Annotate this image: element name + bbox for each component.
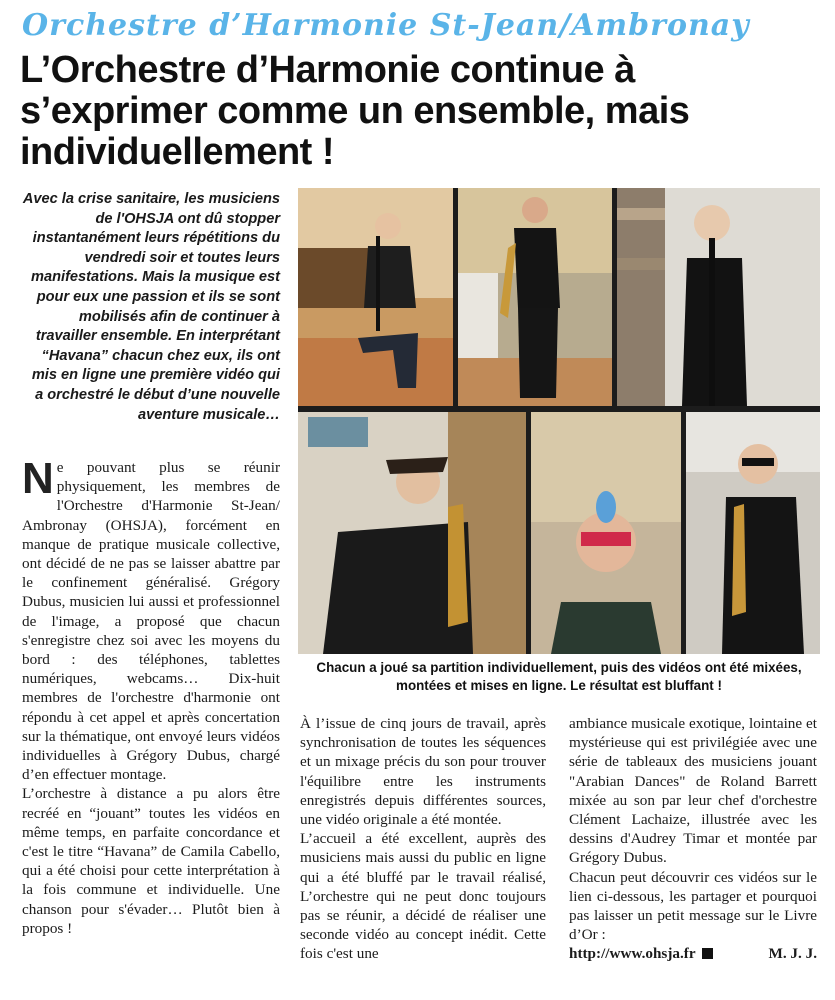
intro-text: Avec la crise sanitaire, les musiciens de l'OHSJA ont dû stopper instantanément leurs répétitions du vendredi soir et toutes leurs manifestations. Mais la musique est pour eux une passion et ils se sont mobilisés afin de continuer à travailler ensemble. En interprétant “Havana” chacun chez eux, ils ont mis en ligne une première vidéo qui a orchestré le début d’une nouvelle aventure musicale… xyxy=(22,191,280,423)
paragraph-1: Ne pouvant plus se réunir physiquement, les membres de l'Orchestre d'Harmonie St-Jean/ Ambronay (OHSJA), forcément en manque de pratique musicale collective, ont décidé de ne pas se laisser abattre par le confinement généralisé. Grégory Dubus, musicien lui aussi et professionnel de l'image, a proposé que chacun s'enregistre chez soi avec les moyens du bord : des téléphones, tablettes numériques, webcams… Dix-huit membres de l'orchestre d'harmonie ont répondu à cet appel et après concertation sur la thématique, ont envoyé leurs vidéos individuelles à Grégory Dubus, chargé d’en effectuer montage. xyxy=(22,454,280,784)
headline: L’Orchestre d’Harmonie continue à s’exprimer comme un ensemble, mais individuellement ! xyxy=(20,49,690,173)
paragraph-4: L’accueil a été excellent, auprès des musiciens mais aussi du public en ligne qui a été bluffé par le travail réalisé, L’orchestre qui ne peut donc toujours pas se réunir, a décidé de réaliser une seconde vidéo au concept inédit. Cette fois c'est une xyxy=(300,830,546,963)
end-mark xyxy=(702,948,713,959)
photo-sax-young-man xyxy=(298,412,526,654)
body-column-2 xyxy=(300,714,546,964)
paragraph-6: Chacun peut découvrir ces vidéos sur le lien ci-dessous, les partager et pourquoi pas laisser un petit message sur le Livre d’Or : xyxy=(569,868,817,944)
intro-lede xyxy=(22,190,280,425)
body-column-3 xyxy=(569,714,817,964)
signature-line xyxy=(569,944,817,963)
photo-clarinet-boy xyxy=(617,188,820,406)
photo-woman-headphones xyxy=(531,412,681,654)
caption-text: Chacun a joué sa partition individuellement, puis des vidéos ont été mixées, montées et mises en ligne. Le résultat est bluffant ! xyxy=(316,660,802,693)
photo-clarinet-man xyxy=(298,188,453,406)
paragraph-2: L’orchestre à distance a pu alors être recréé en “jouant” toutes les vidéos en même temps, en parfaite concordance et c'est le titre “Havana” de Camila Cabello, qui a été choisi pour cette interprétation à la fois commune et individuelle. Une chanson pour s'évader… Plutôt bien à propos ! xyxy=(22,785,280,937)
body-column-1 xyxy=(22,454,280,938)
drop-cap: N xyxy=(22,454,54,503)
photo-collage xyxy=(298,188,820,654)
paragraph-5: ambiance musicale exotique, lointaine et mystérieuse qui est privilégiée avec une série de tableaux des musiciens jouant "Arabian Dances" de Roland Barrett mixée au son par leur chef d'orchestre Clément Lachaize, illustrée avec les dessins d'Audrey Timar et montée par Grégory Dubus. xyxy=(569,715,817,867)
photo-sax-woman-sunglasses xyxy=(686,412,820,654)
section-kicker: Orchestre d’Harmonie St-Jean/Ambronay xyxy=(22,8,750,43)
paragraph-3: À l’issue de cinq jours de travail, après synchronisation de toutes les séquences et un mixage précis du son pour trouver l'équilibre entre les instruments enregistrés depuis différentes sources, une vidéo originale a été montée. xyxy=(300,715,546,829)
website-link[interactable]: http://www.ohsja.fr xyxy=(569,945,696,963)
photo-sax-woman xyxy=(458,188,612,406)
author-initials: M. J. J. xyxy=(768,945,817,963)
photo-caption xyxy=(298,656,820,700)
